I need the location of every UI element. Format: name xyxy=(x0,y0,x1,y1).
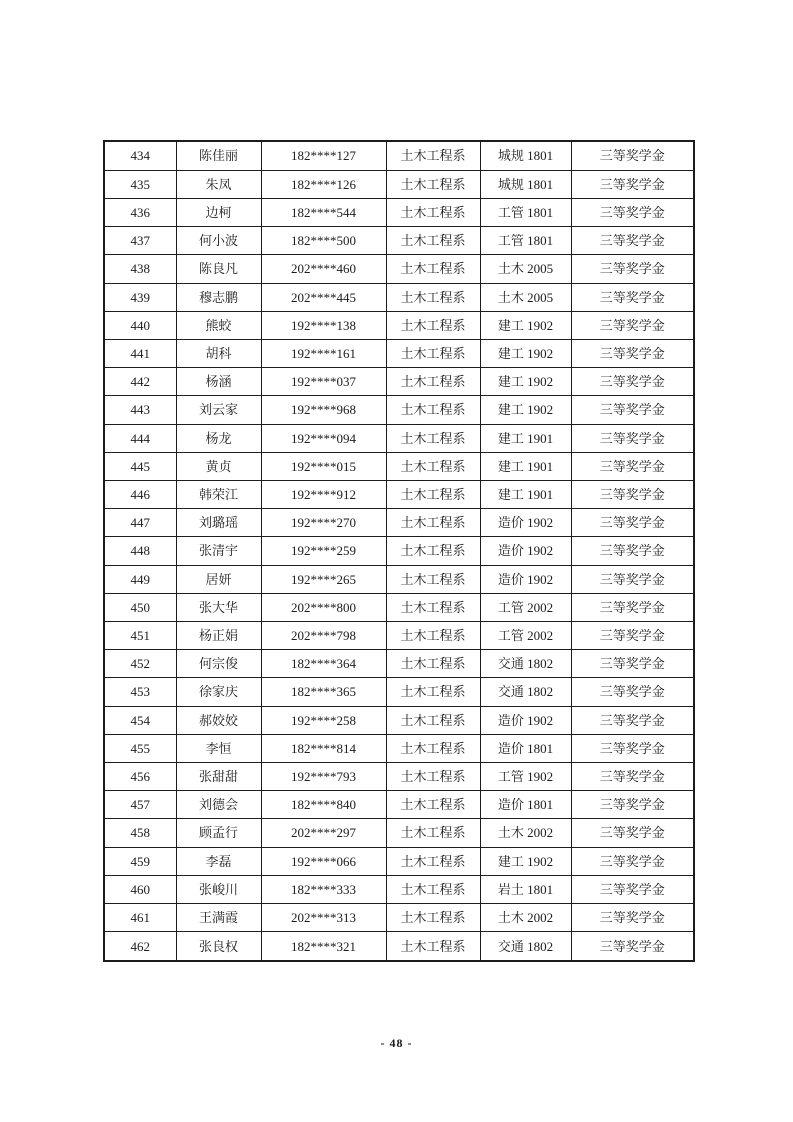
award-cell: 三等奖学金 xyxy=(571,283,694,311)
class-cell: 土木 2002 xyxy=(480,903,571,931)
table-row xyxy=(104,565,694,593)
student-id-cell: 192****015 xyxy=(261,452,386,480)
class-cell: 建工 1901 xyxy=(480,480,571,508)
student-id-cell: 192****968 xyxy=(261,396,386,424)
student-id-cell: 182****814 xyxy=(261,734,386,762)
department-cell: 土木工程系 xyxy=(386,650,480,678)
class-cell: 造价 1902 xyxy=(480,509,571,537)
class-cell: 城规 1801 xyxy=(480,170,571,198)
name-cell: 居妍 xyxy=(176,565,261,593)
class-cell: 城规 1801 xyxy=(480,141,571,170)
table-row xyxy=(104,368,694,396)
table-row xyxy=(104,706,694,734)
name-cell: 顾孟行 xyxy=(176,819,261,847)
department-cell: 土木工程系 xyxy=(386,621,480,649)
award-cell: 三等奖学金 xyxy=(571,141,694,170)
class-cell: 造价 1801 xyxy=(480,734,571,762)
class-cell: 工管 2002 xyxy=(480,621,571,649)
class-cell: 交通 1802 xyxy=(480,932,571,961)
class-cell: 土木 2005 xyxy=(480,255,571,283)
class-cell: 造价 1902 xyxy=(480,706,571,734)
department-cell: 土木工程系 xyxy=(386,932,480,961)
student-id-cell: 182****544 xyxy=(261,198,386,226)
class-cell: 交通 1802 xyxy=(480,650,571,678)
name-cell: 郝姣姣 xyxy=(176,706,261,734)
row-number-cell: 439 xyxy=(104,283,176,311)
student-id-cell: 192****037 xyxy=(261,368,386,396)
student-id-cell: 182****840 xyxy=(261,791,386,819)
award-cell: 三等奖学金 xyxy=(571,170,694,198)
student-id-cell: 182****365 xyxy=(261,678,386,706)
name-cell: 李磊 xyxy=(176,847,261,875)
class-cell: 岩土 1801 xyxy=(480,875,571,903)
table-row xyxy=(104,311,694,339)
class-cell: 造价 1902 xyxy=(480,565,571,593)
department-cell: 土木工程系 xyxy=(386,227,480,255)
award-cell: 三等奖学金 xyxy=(571,621,694,649)
award-cell: 三等奖学金 xyxy=(571,396,694,424)
department-cell: 土木工程系 xyxy=(386,734,480,762)
table-row xyxy=(104,875,694,903)
table-row xyxy=(104,283,694,311)
row-number-cell: 448 xyxy=(104,537,176,565)
class-cell: 建工 1901 xyxy=(480,424,571,452)
student-id-cell: 182****333 xyxy=(261,875,386,903)
department-cell: 土木工程系 xyxy=(386,791,480,819)
name-cell: 刘德会 xyxy=(176,791,261,819)
table-row xyxy=(104,734,694,762)
row-number-cell: 459 xyxy=(104,847,176,875)
student-id-cell: 202****297 xyxy=(261,819,386,847)
department-cell: 土木工程系 xyxy=(386,368,480,396)
department-cell: 土木工程系 xyxy=(386,706,480,734)
table-row xyxy=(104,255,694,283)
class-cell: 土木 2002 xyxy=(480,819,571,847)
name-cell: 黄贞 xyxy=(176,452,261,480)
scholarship-table-body xyxy=(104,141,694,961)
row-number-cell: 455 xyxy=(104,734,176,762)
department-cell: 土木工程系 xyxy=(386,509,480,537)
row-number-cell: 438 xyxy=(104,255,176,283)
student-id-cell: 202****460 xyxy=(261,255,386,283)
department-cell: 土木工程系 xyxy=(386,593,480,621)
student-id-cell: 192****094 xyxy=(261,424,386,452)
name-cell: 陈良凡 xyxy=(176,255,261,283)
row-number-cell: 454 xyxy=(104,706,176,734)
row-number-cell: 462 xyxy=(104,932,176,961)
table-row xyxy=(104,593,694,621)
award-cell: 三等奖学金 xyxy=(571,650,694,678)
department-cell: 土木工程系 xyxy=(386,198,480,226)
award-cell: 三等奖学金 xyxy=(571,565,694,593)
table-row xyxy=(104,650,694,678)
department-cell: 土木工程系 xyxy=(386,283,480,311)
row-number-cell: 458 xyxy=(104,819,176,847)
row-number-cell: 442 xyxy=(104,368,176,396)
class-cell: 交通 1802 xyxy=(480,678,571,706)
class-cell: 土木 2005 xyxy=(480,283,571,311)
department-cell: 土木工程系 xyxy=(386,396,480,424)
name-cell: 胡科 xyxy=(176,339,261,367)
student-id-cell: 182****127 xyxy=(261,141,386,170)
table-row xyxy=(104,424,694,452)
name-cell: 朱凤 xyxy=(176,170,261,198)
row-number-cell: 445 xyxy=(104,452,176,480)
department-cell: 土木工程系 xyxy=(386,565,480,593)
row-number-cell: 451 xyxy=(104,621,176,649)
award-cell: 三等奖学金 xyxy=(571,227,694,255)
table-row xyxy=(104,932,694,961)
row-number-cell: 435 xyxy=(104,170,176,198)
award-cell: 三等奖学金 xyxy=(571,734,694,762)
table-row xyxy=(104,537,694,565)
student-id-cell: 192****258 xyxy=(261,706,386,734)
page-number: - 48 - xyxy=(380,1036,413,1050)
table-row xyxy=(104,847,694,875)
class-cell: 建工 1902 xyxy=(480,396,571,424)
award-cell: 三等奖学金 xyxy=(571,847,694,875)
table-row xyxy=(104,762,694,790)
name-cell: 张甜甜 xyxy=(176,762,261,790)
table-row xyxy=(104,452,694,480)
student-id-cell: 182****321 xyxy=(261,932,386,961)
class-cell: 建工 1902 xyxy=(480,368,571,396)
name-cell: 何小波 xyxy=(176,227,261,255)
row-number-cell: 441 xyxy=(104,339,176,367)
class-cell: 造价 1801 xyxy=(480,791,571,819)
name-cell: 杨正娟 xyxy=(176,621,261,649)
class-cell: 工管 1801 xyxy=(480,198,571,226)
class-cell: 工管 1801 xyxy=(480,227,571,255)
department-cell: 土木工程系 xyxy=(386,875,480,903)
student-id-cell: 192****265 xyxy=(261,565,386,593)
class-cell: 建工 1902 xyxy=(480,847,571,875)
student-id-cell: 182****500 xyxy=(261,227,386,255)
table-row xyxy=(104,903,694,931)
name-cell: 张良权 xyxy=(176,932,261,961)
department-cell: 土木工程系 xyxy=(386,678,480,706)
award-cell: 三等奖学金 xyxy=(571,255,694,283)
class-cell: 造价 1902 xyxy=(480,537,571,565)
row-number-cell: 437 xyxy=(104,227,176,255)
class-cell: 建工 1902 xyxy=(480,339,571,367)
name-cell: 何宗俊 xyxy=(176,650,261,678)
department-cell: 土木工程系 xyxy=(386,255,480,283)
student-id-cell: 192****161 xyxy=(261,339,386,367)
name-cell: 杨龙 xyxy=(176,424,261,452)
student-id-cell: 202****313 xyxy=(261,903,386,931)
name-cell: 刘云家 xyxy=(176,396,261,424)
name-cell: 刘璐瑶 xyxy=(176,509,261,537)
award-cell: 三等奖学金 xyxy=(571,424,694,452)
department-cell: 土木工程系 xyxy=(386,537,480,565)
name-cell: 边柯 xyxy=(176,198,261,226)
class-cell: 建工 1902 xyxy=(480,311,571,339)
award-cell: 三等奖学金 xyxy=(571,368,694,396)
row-number-cell: 457 xyxy=(104,791,176,819)
table-row xyxy=(104,141,694,170)
name-cell: 徐家庆 xyxy=(176,678,261,706)
row-number-cell: 447 xyxy=(104,509,176,537)
table-row xyxy=(104,227,694,255)
table-row xyxy=(104,396,694,424)
department-cell: 土木工程系 xyxy=(386,480,480,508)
name-cell: 熊蛟 xyxy=(176,311,261,339)
award-cell: 三等奖学金 xyxy=(571,593,694,621)
award-cell: 三等奖学金 xyxy=(571,198,694,226)
class-cell: 建工 1901 xyxy=(480,452,571,480)
table-row xyxy=(104,198,694,226)
student-id-cell: 182****126 xyxy=(261,170,386,198)
table-row xyxy=(104,339,694,367)
student-id-cell: 182****364 xyxy=(261,650,386,678)
award-cell: 三等奖学金 xyxy=(571,311,694,339)
table-row xyxy=(104,819,694,847)
table-row xyxy=(104,480,694,508)
student-id-cell: 202****798 xyxy=(261,621,386,649)
award-cell: 三等奖学金 xyxy=(571,762,694,790)
department-cell: 土木工程系 xyxy=(386,170,480,198)
row-number-cell: 436 xyxy=(104,198,176,226)
student-id-cell: 202****445 xyxy=(261,283,386,311)
name-cell: 穆志鹏 xyxy=(176,283,261,311)
row-number-cell: 456 xyxy=(104,762,176,790)
award-cell: 三等奖学金 xyxy=(571,819,694,847)
award-cell: 三等奖学金 xyxy=(571,537,694,565)
student-id-cell: 192****066 xyxy=(261,847,386,875)
table-row xyxy=(104,678,694,706)
table-row xyxy=(104,509,694,537)
award-cell: 三等奖学金 xyxy=(571,706,694,734)
student-id-cell: 192****912 xyxy=(261,480,386,508)
student-id-cell: 192****270 xyxy=(261,509,386,537)
award-cell: 三等奖学金 xyxy=(571,903,694,931)
department-cell: 土木工程系 xyxy=(386,452,480,480)
award-cell: 三等奖学金 xyxy=(571,932,694,961)
department-cell: 土木工程系 xyxy=(386,762,480,790)
award-cell: 三等奖学金 xyxy=(571,791,694,819)
name-cell: 王满霞 xyxy=(176,903,261,931)
table-row xyxy=(104,621,694,649)
award-cell: 三等奖学金 xyxy=(571,509,694,537)
name-cell: 韩荣江 xyxy=(176,480,261,508)
row-number-cell: 434 xyxy=(104,141,176,170)
row-number-cell: 460 xyxy=(104,875,176,903)
name-cell: 杨涵 xyxy=(176,368,261,396)
name-cell: 张清宇 xyxy=(176,537,261,565)
award-cell: 三等奖学金 xyxy=(571,339,694,367)
row-number-cell: 440 xyxy=(104,311,176,339)
department-cell: 土木工程系 xyxy=(386,141,480,170)
student-id-cell: 192****138 xyxy=(261,311,386,339)
row-number-cell: 461 xyxy=(104,903,176,931)
award-cell: 三等奖学金 xyxy=(571,452,694,480)
name-cell: 陈佳丽 xyxy=(176,141,261,170)
award-cell: 三等奖学金 xyxy=(571,875,694,903)
name-cell: 李恒 xyxy=(176,734,261,762)
class-cell: 工管 2002 xyxy=(480,593,571,621)
department-cell: 土木工程系 xyxy=(386,903,480,931)
name-cell: 张大华 xyxy=(176,593,261,621)
class-cell: 工管 1902 xyxy=(480,762,571,790)
department-cell: 土木工程系 xyxy=(386,339,480,367)
department-cell: 土木工程系 xyxy=(386,424,480,452)
table-row xyxy=(104,791,694,819)
row-number-cell: 452 xyxy=(104,650,176,678)
department-cell: 土木工程系 xyxy=(386,847,480,875)
student-id-cell: 192****793 xyxy=(261,762,386,790)
row-number-cell: 446 xyxy=(104,480,176,508)
table-row xyxy=(104,170,694,198)
department-cell: 土木工程系 xyxy=(386,311,480,339)
student-id-cell: 192****259 xyxy=(261,537,386,565)
row-number-cell: 443 xyxy=(104,396,176,424)
row-number-cell: 450 xyxy=(104,593,176,621)
row-number-cell: 453 xyxy=(104,678,176,706)
row-number-cell: 449 xyxy=(104,565,176,593)
name-cell: 张峻川 xyxy=(176,875,261,903)
award-cell: 三等奖学金 xyxy=(571,480,694,508)
award-cell: 三等奖学金 xyxy=(571,678,694,706)
student-id-cell: 202****800 xyxy=(261,593,386,621)
scholarship-table xyxy=(103,140,695,962)
department-cell: 土木工程系 xyxy=(386,819,480,847)
row-number-cell: 444 xyxy=(104,424,176,452)
